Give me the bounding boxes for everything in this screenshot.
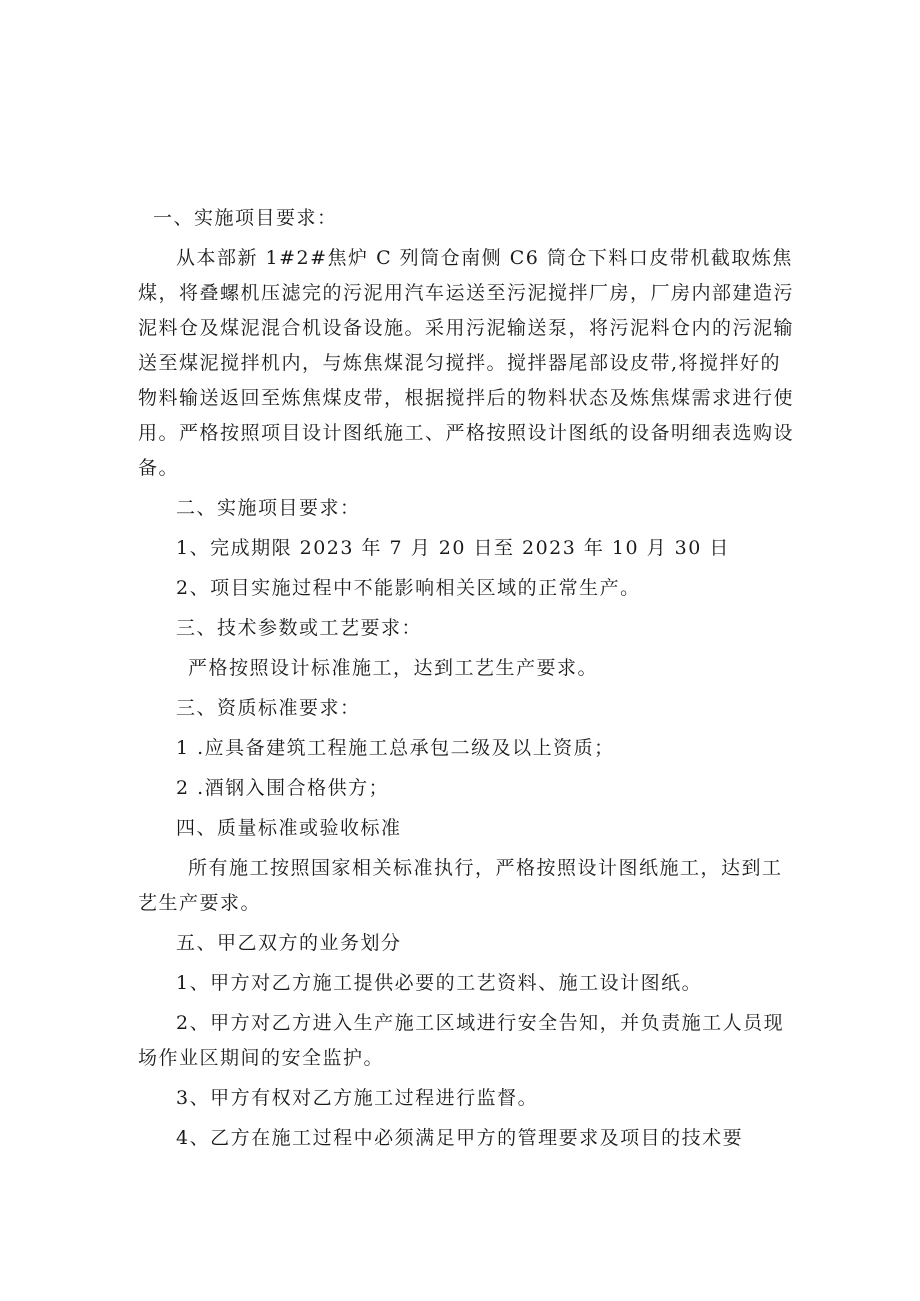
paragraph-qualification-1: 1 .应具备建筑工程施工总承包二级及以上资质； [176, 737, 615, 759]
section-heading-6: 五、甲乙双方的业务划分 [176, 932, 402, 954]
paragraph-qualification-2: 2 .酒钢入围合格供方； [176, 777, 390, 799]
document-body [138, 201, 798, 1156]
paragraph-division-3: 3、甲方有权对乙方施工过程进行监督。 [176, 1087, 539, 1109]
section-heading-4: 三、资质标准要求： [176, 697, 361, 719]
paragraph-technical: 严格按照设计标准施工，达到工艺生产要求。 [188, 657, 599, 679]
section-heading-5: 四、质量标准或验收标准 [176, 817, 402, 839]
section-heading-1: 一、实施项目要求： [153, 207, 338, 229]
paragraph-division-1: 1、甲方对乙方施工提供必要的工艺资料、施工设计图纸。 [176, 972, 703, 994]
paragraph-deadline: 1、完成期限 2023 年 7 月 20 日至 2023 年 10 月 30 日 [176, 537, 730, 559]
section-heading-3: 三、技术参数或工艺要求： [176, 617, 423, 639]
paragraph-no-impact: 2、项目实施过程中不能影响相关区域的正常生产。 [176, 577, 641, 599]
paragraph-quality: 所有施工按照国家相关标准执行，严格按照设计图纸施工，达到工艺生产要求。 [138, 857, 783, 914]
paragraph-project-description: 从本部新 1#2#焦炉 C 列筒仓南侧 C6 筒仓下料口皮带机截取炼焦煤，将叠螺机压滤完的污泥用汽车运送至污泥搅拌厂房，厂房内部建造污泥料仓及煤泥混合机设备设施。采用污泥输送泵，将污泥料仓内的污泥输送至煤泥搅拌机内，与炼焦煤混匀搅拌。搅拌器尾部设皮带,将搅拌好的物料输送返回至炼焦煤皮带，根据搅拌后的物料状态及炼焦煤需求进行使用。严格按照项目设计图纸施工、严格按照设计图纸的设备明细表选购设备。 [138, 247, 795, 479]
paragraph-division-2: 2、甲方对乙方进入生产施工区域进行安全告知，并负责施工人员现场作业区期间的安全监护。 [138, 1012, 785, 1069]
paragraph-division-4: 4、乙方在施工过程中必须满足甲方的管理要求及项目的技术要 [176, 1127, 744, 1149]
section-heading-2: 二、实施项目要求： [176, 497, 361, 519]
